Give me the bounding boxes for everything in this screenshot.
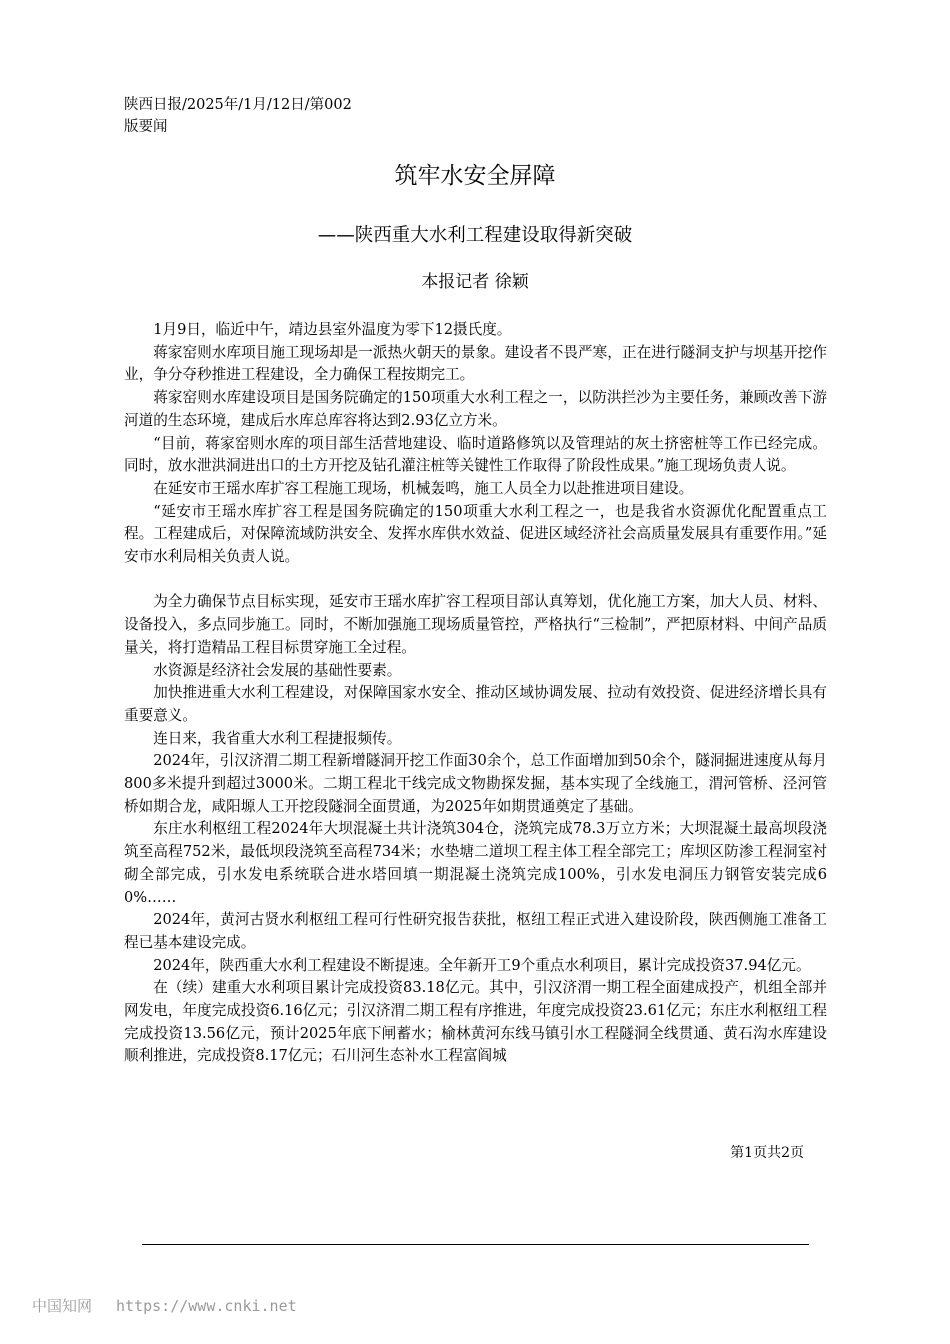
paragraph: 2024年，引汉济渭二期工程新增隧洞开挖工作面30余个，总工作面增加到50余个，隧洞掘进速度从每月800多米提升到超过3000米。二期工程北干线完成文物勘探发掘，基本实现了全线施工，渭河管桥、泾河管桥如期合龙，咸阳塬人工开挖段隧洞全面贯通，为2025年如期贯通奠定了基础。 — [124, 752, 827, 815]
paragraph: 蒋家窑则水库建设项目是国务院确定的150项重大水利工程之一，以防洪拦沙为主要任务，兼顾改善下游河道的生态环境，建成后水库总库容将达到2.93亿立方米。 — [124, 389, 827, 429]
paragraph: 东庄水利枢纽工程2024年大坝混凝土共计浇筑304仓，浇筑完成78.3万立方米；大坝混凝土最高坝段浇筑至高程752米，最低坝段浇筑至高程734米；水垫塘二道坝工程主体工程全部完工；库坝区防渗工程洞室衬砌全部完成，引水发电系统联合进水塔回填一期混凝土浇筑完成100%，引水发电洞压力钢管安装完成60%…… — [124, 820, 827, 906]
source-info — [124, 94, 524, 138]
watermark-url: https://www.cnki.net — [116, 1297, 297, 1315]
paragraph: 1月9日，临近中午，靖边县室外温度为零下12摄氏度。 — [153, 321, 512, 338]
article-subtitle: ——陕西重大水利工程建设取得新突破 — [317, 225, 633, 246]
paragraph: “目前，蒋家窑则水库的项目部生活营地建设、临时道路修筑以及管理站的灰土挤密桩等工作已经完成。同时，放水泄洪洞进出口的土方开挖及钻孔灌注桩等关键性工作取得了阶段性成果。”施工现场负责人说。 — [124, 434, 827, 475]
paragraph: 2024年，黄河古贤水利枢纽工程可行性研究报告获批，枢纽工程正式进入建设阶段，陕西侧施工准备工程已基本建设完成。 — [124, 911, 827, 951]
source-line: 陕西日报/2025年/1月/12日/第002 — [124, 97, 352, 113]
watermark — [32, 1296, 297, 1316]
paragraph: 为全力确保节点目标实现，延安市王瑶水库扩容工程项目部认真筹划，优化施工方案，加大人员、材料、设备投入，多点同步施工。同时，不断加强施工现场质量管控，严格执行“三检制”，严把原材料、中间产品质量关，将打造精品工程目标贯穿施工全过程。 — [124, 593, 827, 656]
watermark-brand: 中国知网 — [32, 1297, 93, 1315]
paragraph: “延安市王瑶水库扩容工程是国务院确定的150项重大水利工程之一，也是我省水资源优化配置重点工程。工程建成后，对保障流域防洪安全、发挥水库供水效益、促进区域经济社会高质量发展具有重要作用。”延安市水利局相关负责人说。 — [124, 502, 827, 566]
paragraph: 在（续）建重大水利项目累计完成投资83.18亿元。其中，引汉济渭一期工程全面建成投产，机组全部并网发电，年度完成投资6.16亿元；引汉济渭二期工程有序推进，年度完成投资23.61亿元；东庄水利枢纽工程完成投资13.56亿元，预计2025年底下闸蓄水；榆林黄河东线马镇引水工程隧洞全线贯通、黄石沟水库建设顺利推进，完成投资8.17亿元；石川河生态补水工程富阎城 — [124, 979, 827, 1065]
paragraph: 蒋家窑则水库项目施工现场却是一派热火朝天的景象。建设者不畏严寒，正在进行隧洞支护与坝基开挖作业，争分夺秒推进工程建设，全力确保工程按期完工。 — [124, 343, 827, 384]
paragraph: 在延安市王瑶水库扩容工程施工现场，机械轰鸣，施工人员全力以赴推进项目建设。 — [153, 479, 694, 497]
paragraph: 水资源是经济社会发展的基础性要素。 — [153, 661, 402, 679]
paragraph: 加快推进重大水利工程建设，对保障国家水安全、推动区域协调发展、拉动有效投资、促进经济增长具有重要意义。 — [124, 684, 827, 724]
footer-divider — [142, 1244, 809, 1245]
article-author: 本报记者 徐颖 — [421, 272, 529, 292]
article-title: 筑牢水安全屏障 — [394, 163, 556, 189]
source-line-continued: 版要闻 — [124, 119, 168, 135]
article-body — [124, 319, 827, 1068]
paragraph: 连日来，我省重大水利工程捷报频传。 — [153, 729, 402, 747]
paragraph: 2024年，陕西重大水利工程建设不断提速。全年新开工9个重点水利项目，累计完成投资37.94亿元。 — [153, 956, 811, 974]
page-number: 第1页共2页 — [730, 1145, 804, 1161]
